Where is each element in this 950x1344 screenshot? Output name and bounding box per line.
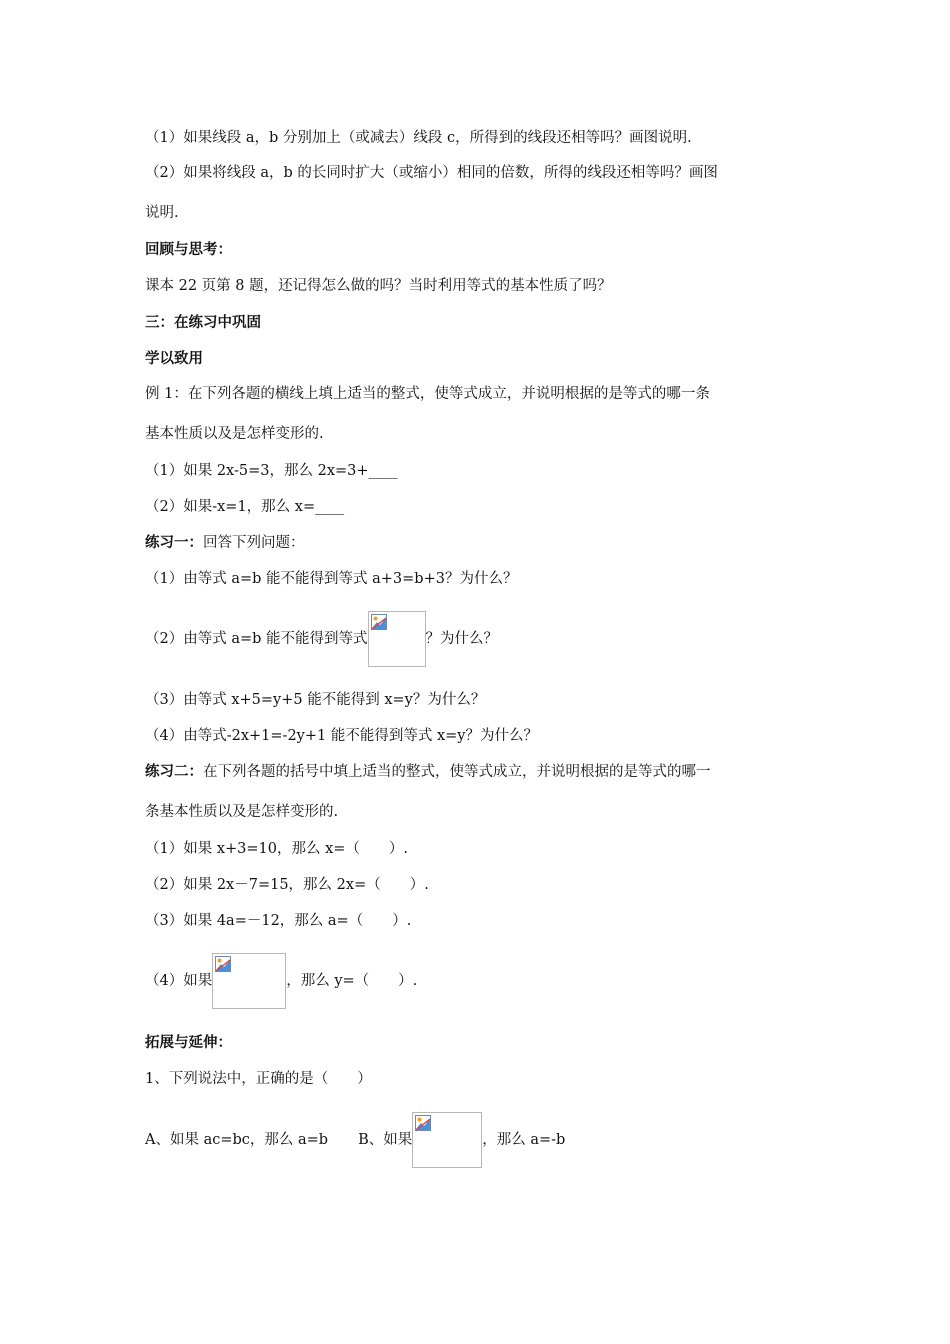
exercise-label: 练习一： [145,535,203,551]
text-segment: （2）由等式 a=b 能不能得到等式 [145,631,368,647]
text-line: （3）如果 4a=－12，那么 a=（ ）. [145,913,412,929]
section-heading: 回顾与思考： [145,242,232,258]
exercise-heading [145,533,305,553]
text-line: （1）如果 x+3=10，那么 x=（ ）. [145,841,409,857]
text-line: （1）如果线段 a，b 分别加上（或减去）线段 c，所得到的线段还相等吗？画图说明. [145,130,692,146]
text-line: （1）由等式 a=b 能不能得到等式 a+3=b+3？为什么？ [145,571,518,587]
text-line-with-image [145,611,498,667]
broken-image-icon [371,614,387,630]
text-segment: （4）如果 [145,973,213,989]
option-a: A、如果 ac=bc，那么 a=b [145,1132,329,1148]
text-line: （3）由等式 x+5=y+5 能不能得到 x=y？为什么？ [145,692,486,708]
options-line [145,1112,565,1168]
broken-image-icon [415,1115,431,1131]
text-segment: ？为什么？ [425,631,499,647]
exercise-text: 回答下列问题： [203,535,305,551]
text-line: （2）如果将线段 a，b 的长同时扩大（或缩小）相同的倍数，所得的线段还相等吗？画图 [145,165,718,181]
broken-image [368,611,426,667]
text-line: （1）如果 2x-5=3，那么 2x=3+____ [145,463,398,479]
text-line: 例 1：在下列各题的横线上填上适当的整式，使等式成立，并说明根据的是等式的哪一条 [145,386,710,402]
text-line: 1、下列说法中，正确的是（ ） [145,1071,372,1087]
exercise-heading [145,762,711,782]
text-line: （2）如果 2x－7=15，那么 2x=（ ）. [145,877,429,893]
option-b-prefix: B、如果 [358,1132,413,1148]
text-line: （4）由等式-2x+1=-2y+1 能不能得到等式 x=y？为什么？ [145,728,538,744]
text-line: 说明. [145,205,179,221]
text-segment: ，那么 y=（ ）. [286,973,418,989]
text-line: 条基本性质以及是怎样变形的. [145,804,339,820]
text-line: 课本 22 页第 8 题，还记得怎么做的吗？当时利用等式的基本性质了吗？ [145,278,612,294]
broken-image [212,953,286,1009]
broken-image-icon [215,956,231,972]
broken-image [412,1112,482,1168]
option-b-suffix: ，那么 a=-b [482,1132,566,1148]
exercise-label: 练习二： [145,764,203,780]
text-line: （2）如果-x=1，那么 x=____ [145,499,345,515]
exercise-text: 在下列各题的括号中填上适当的整式，使等式成立，并说明根据的是等式的哪一 [203,764,711,780]
section-heading: 拓展与延伸： [145,1035,232,1051]
section-heading: 三：在练习中巩固 [145,315,261,331]
text-line: 基本性质以及是怎样变形的. [145,426,324,442]
section-heading: 学以致用 [145,351,203,367]
text-line-with-image [145,953,417,1009]
